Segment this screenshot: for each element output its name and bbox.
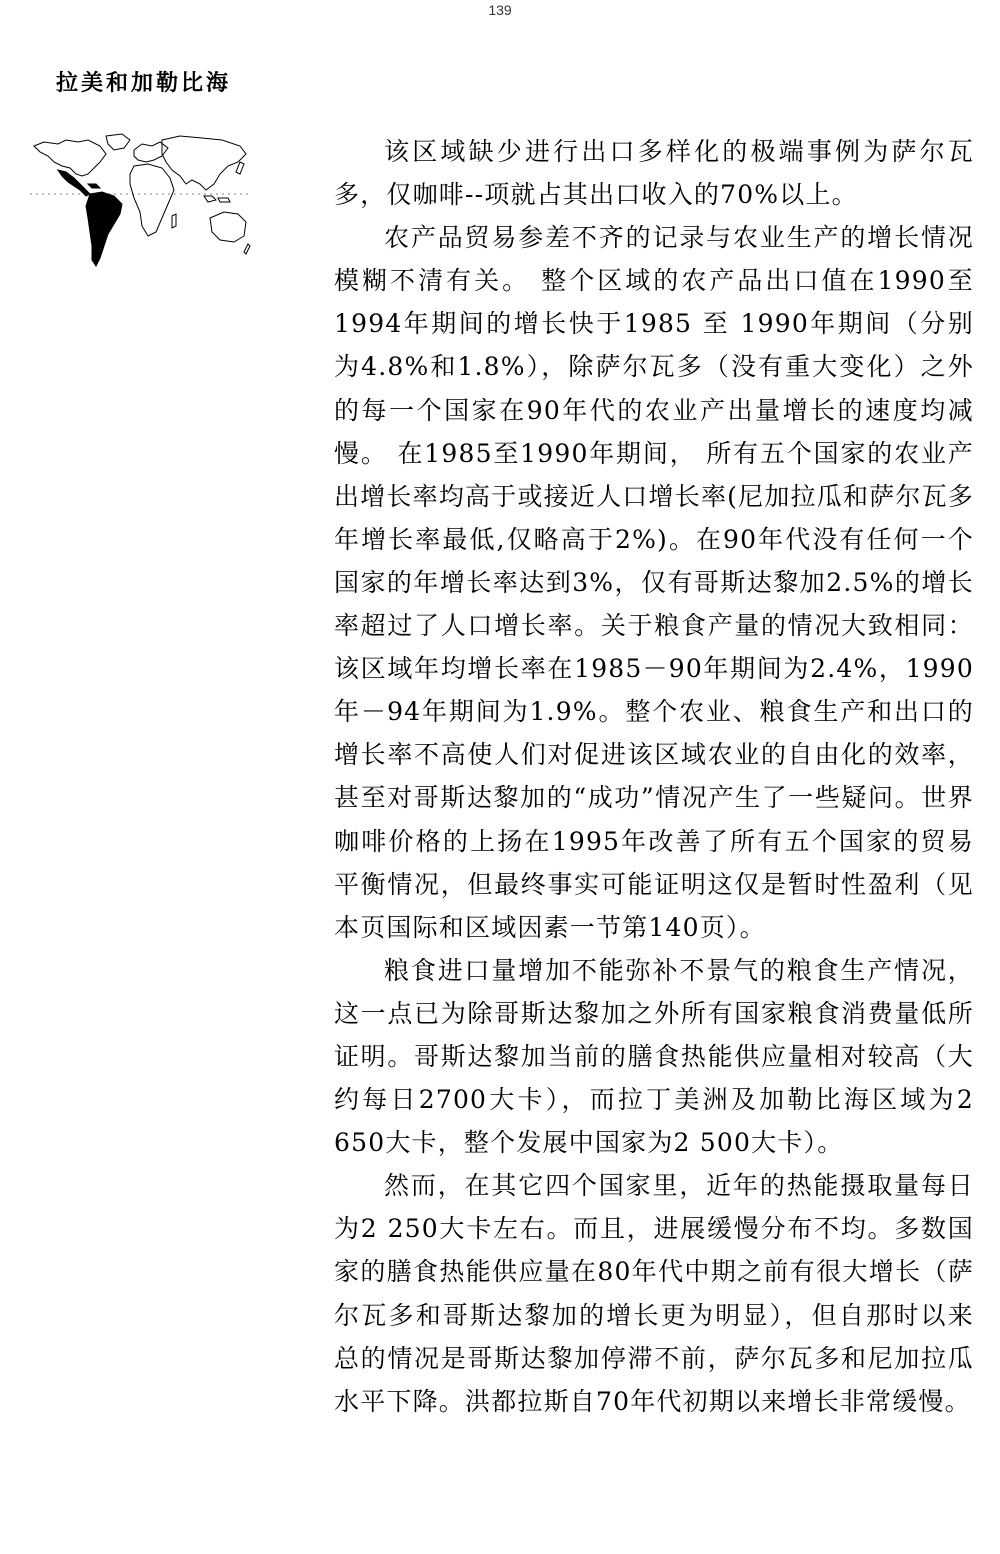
caribbean-shape: [88, 184, 100, 188]
body-text: [334, 130, 974, 1423]
australia-shape: [210, 212, 246, 242]
world-map-icon: [30, 132, 252, 274]
asia-shape: [162, 136, 246, 190]
paragraph: 该区域缺少进行出口多样化的极端事例为萨尔瓦多，仅咖啡--项就占其出口收入的70%以上。: [334, 137, 974, 210]
paragraph: 粮食进口量增加不能弥补不景气的粮食生产情况，这一点已为除哥斯达黎加之外所有国家粮食消费量低所证明。哥斯达黎加当前的膳食热能供应量相对较高（大约每日2700大卡），而拉丁美洲及加勒比海区域为2 650大卡，整个发展中国家为2 500大卡）。: [334, 955, 974, 1158]
paragraph: 然而，在其它四个国家里，近年的热能摄取量每日为2 250大卡左右。而且，进展缓慢分布不均。多数国家的膳食热能供应量在80年代中期之前有很大增长（萨尔瓦多和哥斯达黎加的增长更为明显），但自那时以来总的情况是哥斯达黎加停滞不前，萨尔瓦多和尼加拉瓜水平下降。洪都拉斯自70年代初期以来增长非常缓慢。: [334, 1171, 974, 1416]
greenland-shape: [106, 134, 130, 150]
new-zealand-shape: [244, 244, 250, 254]
africa-shape: [130, 164, 174, 236]
north-america-shape: [34, 140, 106, 176]
south-america-shape: [86, 192, 122, 266]
central-america-shape: [58, 170, 90, 196]
indonesia-shape: [204, 196, 230, 202]
page-number: 139: [488, 2, 512, 18]
japan-shape: [236, 162, 244, 174]
madagascar-shape: [172, 214, 176, 228]
europe-shape: [134, 142, 168, 162]
paragraph: 农产品贸易参差不齐的记录与农业生产的增长情况模糊不清有关。 整个区域的农产品出口值在1990至1994年期间的增长快于1985 至 1990年期间（分别为4.8%和1.8%），除萨尔瓦多（没有重大变化）之外的每一个国家在90年代的农业产出量增长的速度均减慢。 在1985至1990年期间， 所有五个国家的农业产出增长率均高于或接近人口增长率(尼加拉瓜和萨尔瓦多年增长率最低,仅略高于2%)。在90年代没有任何一个国家的年增长率达到3%，仅有哥斯达黎加2.5%的增长率超过了人口增长率。关于粮食产量的情况大致相同：该区域年均增长率在1985－90年期间为2.4%，1990年－94年期间为1.9%。整个农业、粮食生产和出口的增长率不高使人们对促进该区域农业的自由化的效率，甚至对哥斯达黎加的“成功”情况产生了一些疑问。世界咖啡价格的上扬在1995年改善了所有五个国家的贸易平衡情况，但最终事实可能证明这仅是暂时性盈利（见本页国际和区域因素一节第140页）。: [334, 223, 974, 942]
section-title: 拉美和加勒比海: [56, 70, 232, 96]
